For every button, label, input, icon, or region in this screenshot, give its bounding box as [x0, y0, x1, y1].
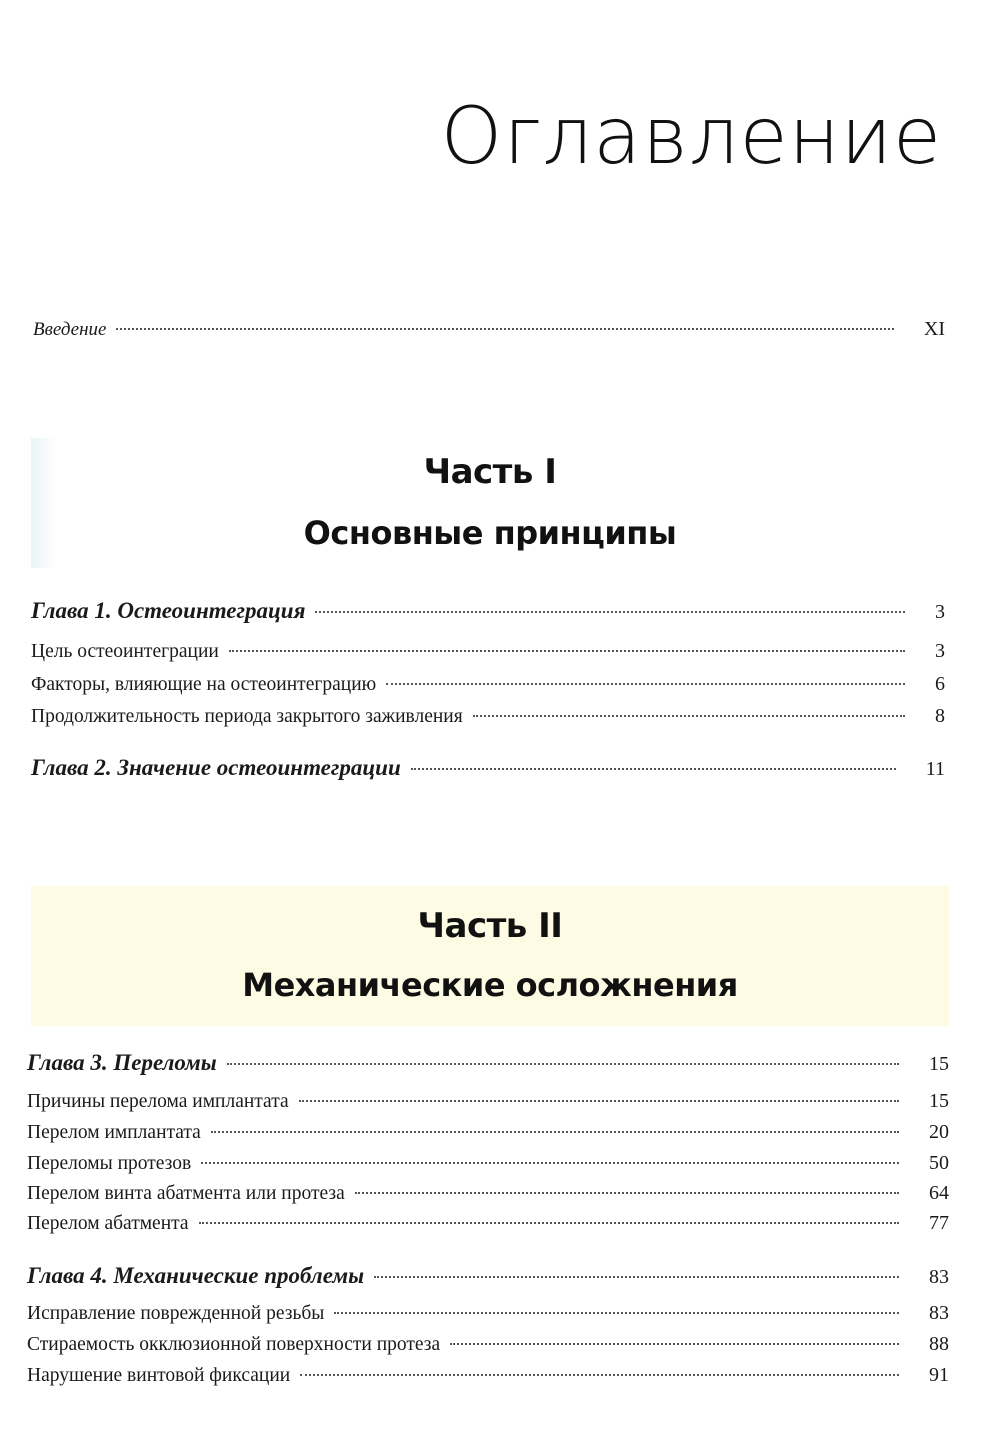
- part-2-header: [31, 886, 949, 1026]
- dot-leader: [199, 1222, 899, 1224]
- toc-section[interactable]: [27, 1364, 949, 1387]
- dot-leader: [334, 1312, 899, 1314]
- section-label: Цель остеоинтеграции: [31, 641, 219, 662]
- toc-section[interactable]: [27, 1302, 949, 1325]
- dot-leader: [201, 1162, 899, 1164]
- toc-section[interactable]: [27, 1333, 949, 1356]
- section-page-number: 64: [929, 1182, 949, 1204]
- section-page-number: 3: [935, 640, 945, 662]
- dot-leader: [211, 1131, 899, 1133]
- section-label: Исправление поврежденной резьбы: [27, 1303, 325, 1324]
- dot-leader: [450, 1343, 899, 1345]
- dot-leader: [386, 683, 905, 685]
- page-title: Оглавление: [440, 92, 942, 182]
- section-label: Перелом винта абатмента или протеза: [27, 1183, 345, 1204]
- toc-chapter[interactable]: [27, 1263, 949, 1289]
- dot-leader: [227, 1063, 899, 1065]
- dot-leader: [411, 768, 896, 770]
- toc-chapter[interactable]: [31, 755, 945, 781]
- section-page-number: 50: [929, 1152, 949, 1174]
- toc-section[interactable]: [31, 673, 945, 696]
- section-label: Перелом имплантата: [27, 1122, 201, 1143]
- toc-chapter[interactable]: [31, 598, 945, 624]
- section-label: Перелом абатмента: [27, 1213, 189, 1234]
- dot-leader: [473, 715, 905, 717]
- dot-leader: [315, 611, 905, 613]
- section-page-number: 20: [929, 1121, 949, 1143]
- dot-leader: [300, 1374, 899, 1376]
- toc-chapter[interactable]: [27, 1050, 949, 1076]
- chapter-label: Глава 4. Механические проблемы: [27, 1263, 365, 1288]
- section-page-number: 6: [935, 673, 945, 695]
- part-name: Основные принципы: [303, 514, 677, 552]
- dot-leader: [374, 1276, 899, 1278]
- dot-leader: [116, 328, 893, 330]
- chapter-page-number: 11: [925, 758, 945, 780]
- chapter-page-number: 83: [929, 1266, 949, 1288]
- section-page-number: 77: [929, 1212, 949, 1234]
- section-label: Факторы, влияющие на остеоинтеграцию: [31, 674, 377, 695]
- toc-section[interactable]: [31, 640, 945, 663]
- dot-leader: [229, 650, 905, 652]
- toc-section[interactable]: [27, 1152, 949, 1175]
- toc-section[interactable]: [27, 1090, 949, 1113]
- section-page-number: 83: [929, 1302, 949, 1324]
- dot-leader: [299, 1100, 899, 1102]
- toc-section[interactable]: [27, 1212, 949, 1235]
- part-number: Часть I: [423, 452, 557, 492]
- section-page-number: 8: [935, 705, 945, 727]
- chapter-label: Глава 1. Остеоинтеграция: [31, 598, 306, 623]
- section-label: Причины перелома имплантата: [27, 1091, 289, 1112]
- toc-section[interactable]: [31, 705, 945, 728]
- section-page-number: 15: [929, 1090, 949, 1112]
- section-label: Нарушение винтовой фиксации: [27, 1365, 291, 1386]
- section-label: Продолжительность периода закрытого заживления: [31, 706, 463, 727]
- toc-section[interactable]: [27, 1182, 949, 1205]
- part-1-header: [31, 438, 949, 568]
- section-page-number: 88: [929, 1333, 949, 1355]
- chapter-label: Глава 3. Переломы: [27, 1050, 217, 1075]
- entry-page-number: XI: [923, 318, 945, 340]
- toc-section[interactable]: [27, 1121, 949, 1144]
- section-label: Стираемость окклюзионной поверхности протеза: [27, 1334, 441, 1355]
- chapter-label: Глава 2. Значение остеоинтеграции: [31, 755, 401, 780]
- part-name: Механические осложнения: [242, 966, 738, 1004]
- section-page-number: 91: [929, 1364, 949, 1386]
- entry-label: Введение: [33, 319, 107, 340]
- toc-entry-intro[interactable]: [33, 318, 945, 341]
- section-label: Переломы протезов: [27, 1153, 192, 1174]
- chapter-page-number: 3: [935, 601, 945, 623]
- chapter-page-number: 15: [929, 1053, 949, 1075]
- part-number: Часть II: [417, 906, 563, 946]
- dot-leader: [355, 1192, 899, 1194]
